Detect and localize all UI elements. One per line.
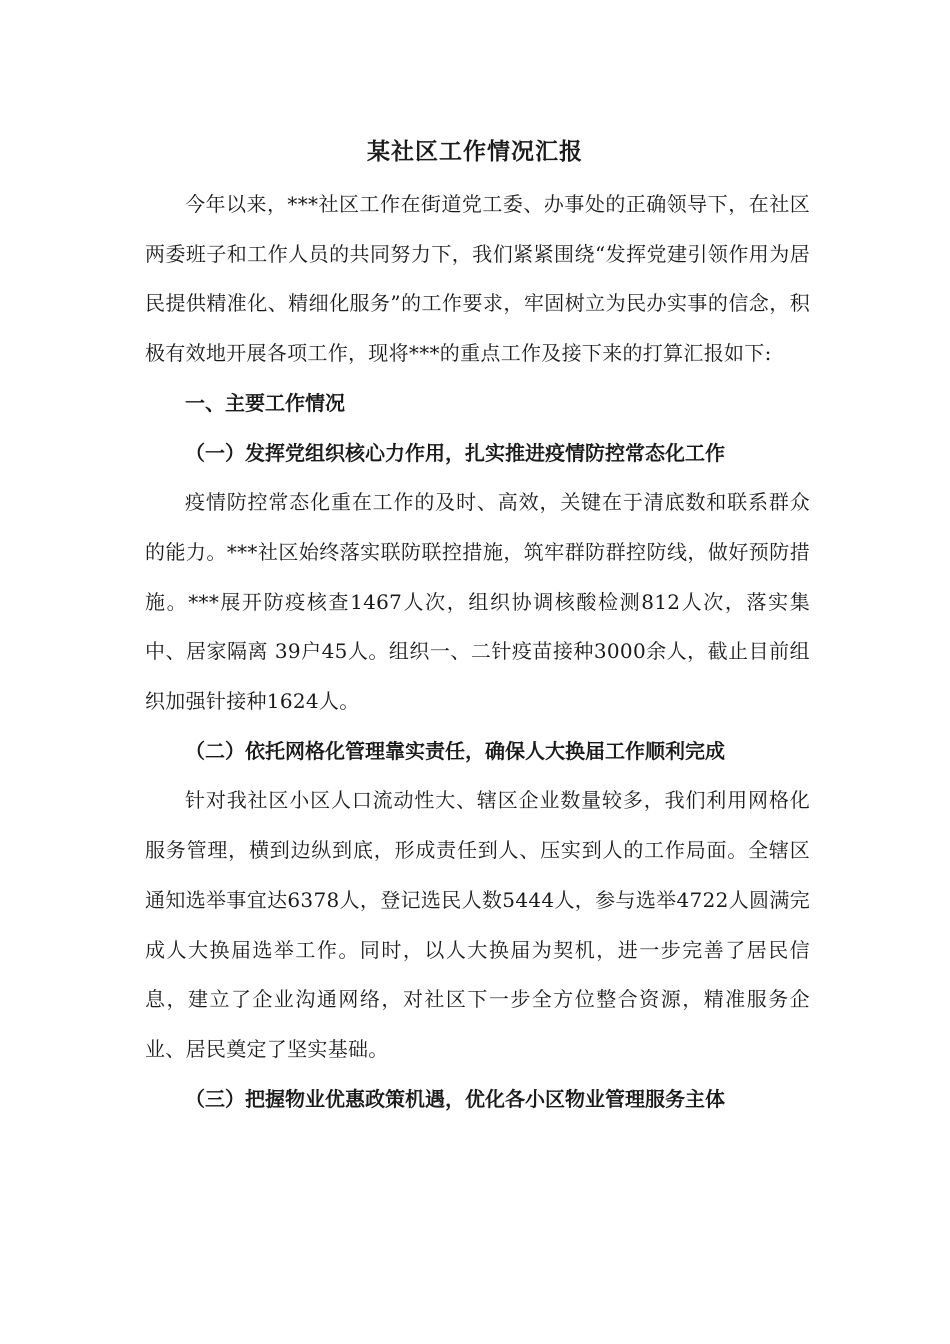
subsection-heading-1: （一）发挥党组织核心力作用，扎实推进疫情防控常态化工作: [185, 440, 725, 465]
paragraph-epidemic-control: 疫情防控常态化重在工作的及时、高效，关键在于清底数和联系群众的能力。***社区始终落实联防联控措施，筑牢群防群控防线，做好预防措施。***展开防疫核查1467人次，组织协调核酸检测812人次，落实集中、居家隔离 39户45人。组织一、二针疫苗接种3000余人，截止目前组织加强针接种1624人。: [145, 490, 810, 714]
intro-paragraph: 今年以来，***社区工作在街道党工委、办事处的正确领导下，在社区两委班子和工作人员的共同努力下，我们紧紧围绕“发挥党建引领作用为居民提供精准化、精细化服务”的工作要求，牢固树立为民办实事的信念，积极有效地开展各项工作，现将***的重点工作及接下来的打算汇报如下:: [145, 192, 810, 366]
section-heading-1: 一、主要工作情况: [185, 390, 345, 415]
subsection-heading-2: （二）依托网格化管理靠实责任，确保人大换届工作顺利完成: [185, 738, 725, 763]
subsection-heading-3: （三）把握物业优惠政策机遇，优化各小区物业管理服务主体: [185, 1086, 725, 1111]
document-title: 某社区工作情况汇报: [367, 138, 583, 165]
document-body: [145, 180, 810, 1124]
paragraph-election: 针对我社区小区人口流动性大、辖区企业数量较多，我们利用网格化服务管理，横到边纵到底，形成责任到人、压实到人的工作局面。全辖区通知选举事宜达6378人，登记选民人数5444人，参与选举4722人圆满完成人大换届选举工作。同时，以人大换届为契机，进一步完善了居民信息，建立了企业沟通网络，对社区下一步全方位整合资源，精准服务企业、居民奠定了坚实基础。: [145, 788, 810, 1061]
